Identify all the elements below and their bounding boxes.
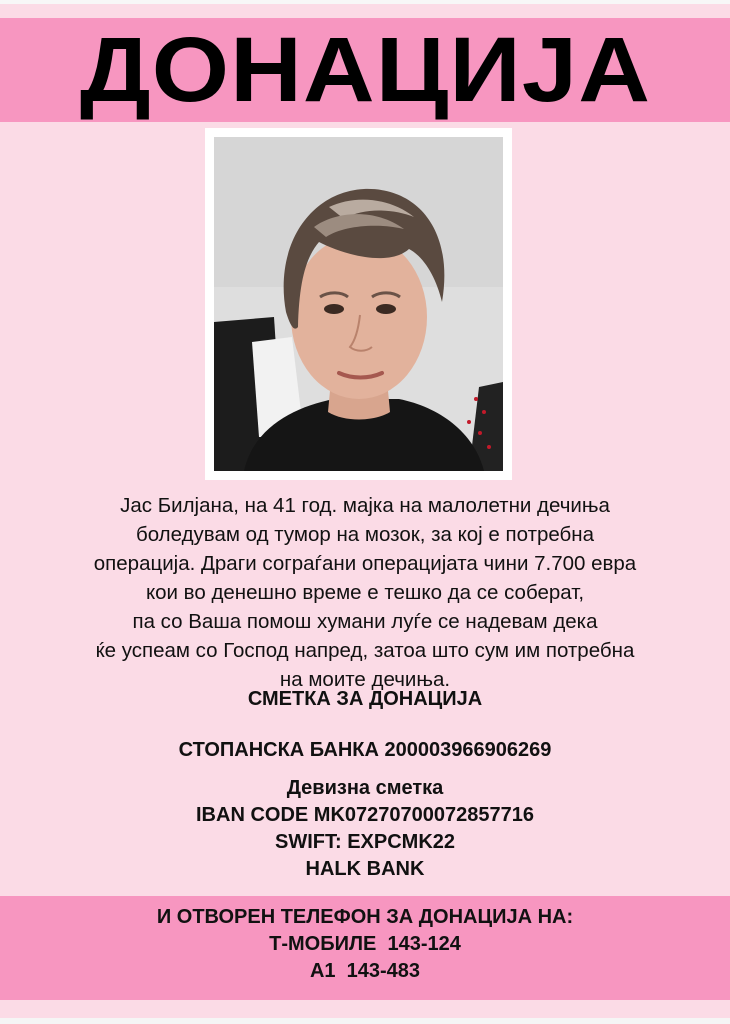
bank-account-line: СТОПАНСКА БАНКА 200003966906269	[178, 739, 552, 761]
account-heading: СМЕТКА ЗА ДОНАЦИЈА	[247, 688, 483, 710]
tmobile-number: Т-МОБИЛЕ 143-124	[269, 933, 461, 955]
story-line: операција. Драги сограѓани операцијата чини 7.700 евра	[93, 552, 637, 575]
phone-heading: И ОТВОРЕН ТЕЛЕФОН ЗА ДОНАЦИЈА НА:	[156, 906, 574, 928]
photo-frame	[205, 128, 512, 480]
story-line: па со Ваша помош хумани луѓе се надевам дека	[132, 610, 598, 633]
a1-number: А1 143-483	[309, 960, 421, 982]
foreign-account-block	[0, 775, 730, 883]
portrait-illustration	[214, 137, 503, 471]
bank-name: HALK BANK	[305, 858, 425, 880]
story-line: боледувам од тумор на мозок, за кој е потребна	[135, 523, 595, 546]
story-text	[0, 491, 730, 694]
title-band	[0, 18, 730, 122]
story-line: на моите дечиња.	[279, 668, 451, 691]
story-line: ќе успеам со Господ напред, затоа што сум им потребна	[95, 639, 635, 662]
story-line: Јас Билјана, на 41 год. мајка на малолетни дечиња	[120, 494, 610, 517]
foreign-account-label: Девизна сметка	[286, 777, 444, 799]
iban-code: IBAN CODE MK07270700072857716	[196, 804, 534, 826]
swift-code: SWIFT: EXPCMK22	[274, 831, 456, 853]
portrait-photo	[214, 137, 503, 471]
story-line: кои во денешно време е тешко да се соберат,	[145, 581, 585, 604]
phone-info	[0, 904, 730, 985]
poster-title: ДОНАЦИЈА	[79, 19, 651, 121]
